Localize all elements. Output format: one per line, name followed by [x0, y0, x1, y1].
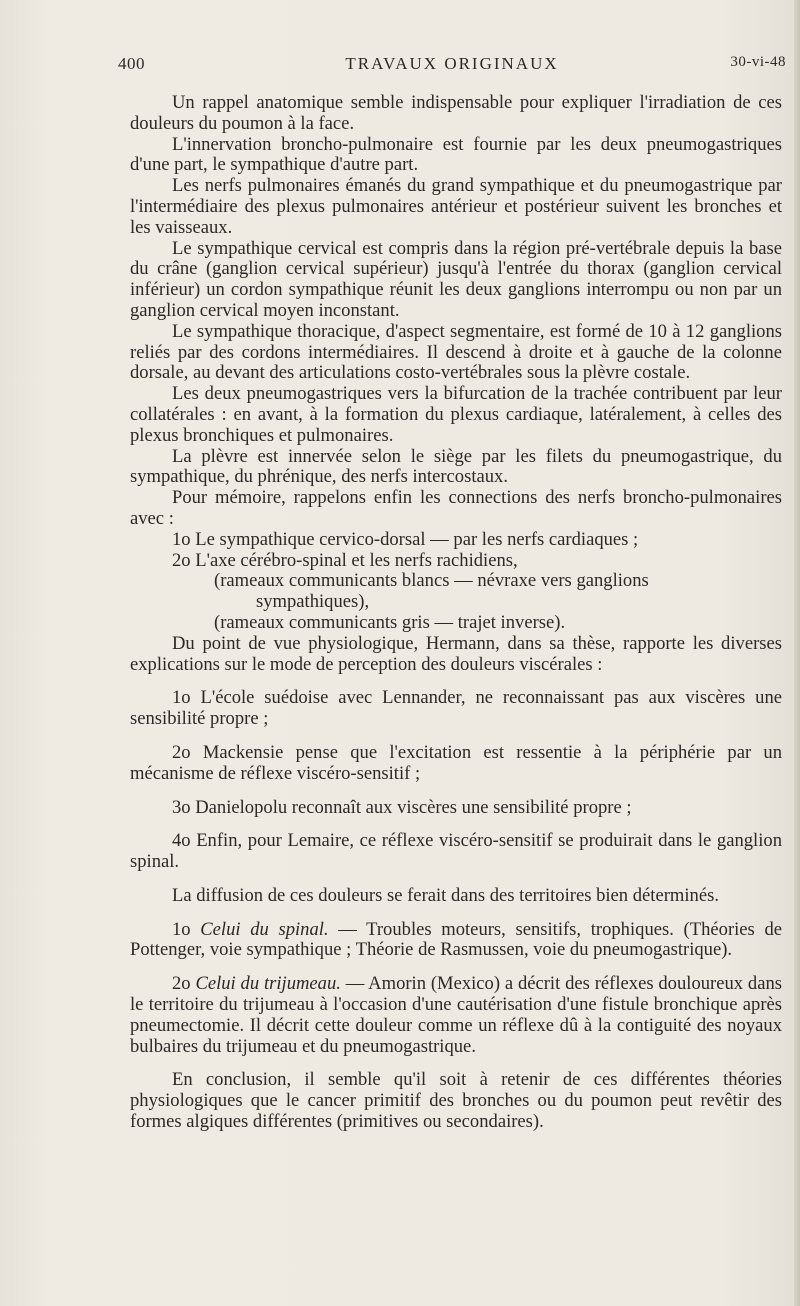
item-continuation: Amorin (Mexico) a décrit des réflexes douloureux dans le territoire du trijumeau à l'occasion d'une cautérisation d'une fistule bronchique après pneumectomie. Il décrit cette douleur comme un réflexe dû à la contiguité des noyaux bulbaires du trijumeau et du pneumogastrique. [130, 973, 782, 1057]
running-title: TRAVAUX ORIGINAUX [345, 54, 559, 73]
item-title: Celui du trijumeau. [195, 973, 341, 995]
item-title: Celui du spinal. [200, 918, 329, 940]
territory-spinal [130, 920, 782, 962]
paragraph: L'innervation broncho-pulmonaire est fournie par les deux pneumogastriques d'une part, le sympathique d'autre part. [130, 133, 782, 176]
list-subitem: sympathiques), [256, 591, 370, 613]
page-header [118, 54, 786, 80]
paragraph: Le sympathique cervical est compris dans la région pré-vertébrale depuis la base du crâne (ganglion cervical supérieur) jusqu'à l'entrée du thorax (ganglion cervical inférieur) un cordon sympathique réunit les deux ganglions interrompu ou non par un ganglion cervical moyen inconstant. [130, 237, 782, 321]
list-subitem: (rameaux communicants gris — trajet inverse). [214, 611, 566, 633]
item-number: 2o [172, 973, 196, 995]
list-item: 1o Le sympathique cervico-dorsal — par les nerfs cardiaques ; [172, 528, 639, 550]
list-subitem: (rameaux communicants blancs — névraxe vers ganglions [214, 570, 649, 592]
page-edge [794, 0, 800, 1306]
paragraph: Un rappel anatomique semble indispensable pour expliquer l'irradiation de ces douleurs du poumon à la face. [130, 92, 782, 134]
paragraph: La plèvre est innervée selon le siège par les filets du pneumogastrique, du sympathique, du phrénique, des nerfs intercostaux. [130, 445, 782, 488]
paragraph: Les nerfs pulmonaires émanés du grand sympathique et du pneumogastrique par l'intermédiaire des plexus pulmonaires antérieur et postérieur suivent les bronches et les vaisseaux. [130, 175, 782, 238]
item-text: — [340, 973, 369, 995]
paragraph: Pour mémoire, rappelons enfin les connections des nerfs broncho-pulmonaires avec : [130, 487, 782, 529]
header-date: 30-vi-48 [730, 54, 786, 70]
item-text: — Troubles moteurs, sensitifs, trophiques. [328, 918, 674, 940]
page-number: 400 [118, 54, 145, 73]
list-item: 1o L'école suédoise avec Lennander, ne reconnaissant pas aux viscères une sensibilité propre ; [130, 687, 782, 730]
paragraph: La diffusion de ces douleurs se ferait dans des territoires bien déterminés. [172, 884, 719, 906]
paragraph: Du point de vue physiologique, Hermann, dans sa thèse, rapporte les diverses explications sur le mode de perception des douleurs viscérales : [130, 632, 782, 675]
territory-trijumeau [130, 974, 782, 1057]
article-body [130, 93, 782, 1133]
item-continuation: (Théories de Pottenger, voie sympathique ; Théorie de Rasmussen, voie du pneumogastrique). [130, 918, 783, 961]
list-item: 2o Mackensie pense que l'excitation est ressentie à la périphérie par un mécanisme de réflexe viscéro-sensitif ; [130, 741, 782, 784]
list-item: 2o L'axe cérébro-spinal et les nerfs rachidiens, [172, 549, 518, 571]
list-item: 3o Danielopolu reconnaît aux viscères une sensibilité propre ; [172, 796, 632, 818]
paragraph: Les deux pneumogastriques vers la bifurcation de la trachée contribuent par leur collatérales : en avant, à la formation du plexus cardiaque, latéralement, à celles des plexus bronchiques et pulmonaires. [130, 383, 782, 446]
list-item: 4o Enfin, pour Lemaire, ce réflexe viscéro-sensitif se produirait dans le ganglion spinal. [130, 830, 782, 873]
paragraph: Le sympathique thoracique, d'aspect segmentaire, est formé de 10 à 12 ganglions reliés par des cordons intermédiaires. Il descend à droite et à gauche de la colonne dorsale, au devant des articulations costo-vertébrales sous la plèvre costale. [130, 320, 782, 384]
item-number: 1o [172, 918, 201, 940]
conclusion-paragraph: En conclusion, il semble qu'il soit à retenir de ces différentes théories physiologiques que le cancer primitif des bronches ou du poumon peut revêtir des formes algiques différentes (primitives ou secondaires). [130, 1069, 782, 1133]
